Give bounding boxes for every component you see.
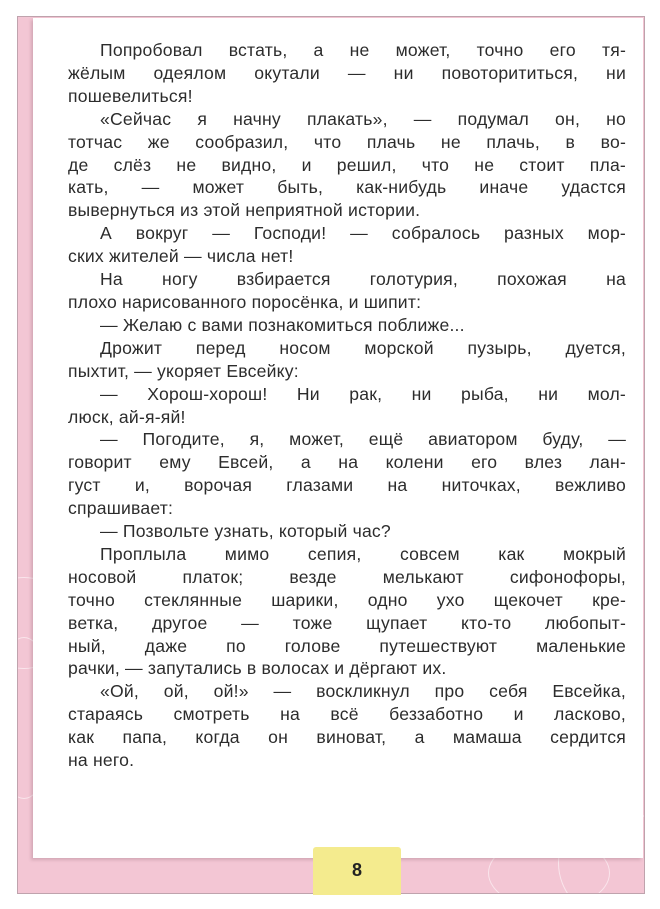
text-line: жёлым одеялом окутали — ни повоторититься, ни bbox=[68, 62, 626, 83]
text-line: ный, даже по голове путешествуют маленькие bbox=[68, 635, 626, 656]
text-line: На ногу взбирается голотурия, похожая на bbox=[100, 269, 626, 290]
page-text bbox=[68, 39, 626, 772]
text-line: стараясь смотреть на всё беззаботно и ласково, bbox=[68, 704, 626, 725]
page-number: 8 bbox=[313, 847, 401, 895]
text-line: говорит ему Евсей, а на колени его влез лан- bbox=[68, 452, 626, 473]
text-line: плохо нарисованного поросёнка, и шипит: bbox=[68, 291, 422, 312]
text-line: де слёз не видно, и решил, что не стоит пла- bbox=[68, 154, 626, 175]
text-line: «Ой, ой, ой!» — воскликнул про себя Евсейка, bbox=[100, 681, 626, 702]
text-line: — Позвольте узнать, который час? bbox=[100, 521, 391, 542]
text-line: как папа, когда он виноват, а мамаша сердится bbox=[68, 727, 626, 748]
text-line: Проплыла мимо сепия, совсем как мокрый bbox=[100, 543, 626, 564]
text-line: ских жителей — числа нет! bbox=[68, 246, 294, 267]
text-line: Дрожит перед носом морской пузырь, дуется, bbox=[100, 337, 626, 358]
text-line: пошевелиться! bbox=[68, 85, 193, 106]
text-line: — Желаю с вами познакомиться поближе... bbox=[100, 314, 465, 335]
text-line: носовой платок; везде мелькают сифонофоры, bbox=[68, 566, 626, 587]
text-line: — Погодите, я, может, ещё авиатором буду, — bbox=[100, 429, 626, 450]
text-line: «Сейчас я начну плакать», — подумал он, но bbox=[100, 108, 626, 129]
text-line: пыхтит, — укоряет Евсейку: bbox=[68, 360, 299, 381]
text-line: рачки, — запутались в волосах и дёргают их. bbox=[68, 658, 447, 679]
text-line: ветка, другое — тоже щупает кто-то любопыт- bbox=[68, 612, 626, 633]
text-line: А вокруг — Господи! — собралось разных мор- bbox=[100, 223, 626, 244]
text-line: спрашивает: bbox=[68, 498, 174, 519]
text-line: точно стеклянные шарики, одно ухо щекочет кре- bbox=[68, 589, 626, 610]
text-line: вывернуться из этой неприятной истории. bbox=[68, 200, 421, 221]
text-line: — Хорош-хорош! Ни рак, ни рыба, ни мол- bbox=[100, 383, 626, 404]
text-line: густ и, ворочая глазами на ниточках, вежливо bbox=[68, 475, 626, 496]
text-line: кать, — может быть, как-нибудь иначе удастся bbox=[68, 177, 626, 198]
text-line: люск, ай-я-яй! bbox=[68, 406, 186, 427]
text-line: Попробовал встать, а не может, точно его тя- bbox=[100, 40, 626, 60]
text-line: на него. bbox=[68, 750, 135, 771]
text-line: тотчас же сообразил, что плачь не плачь, в во- bbox=[68, 131, 626, 152]
